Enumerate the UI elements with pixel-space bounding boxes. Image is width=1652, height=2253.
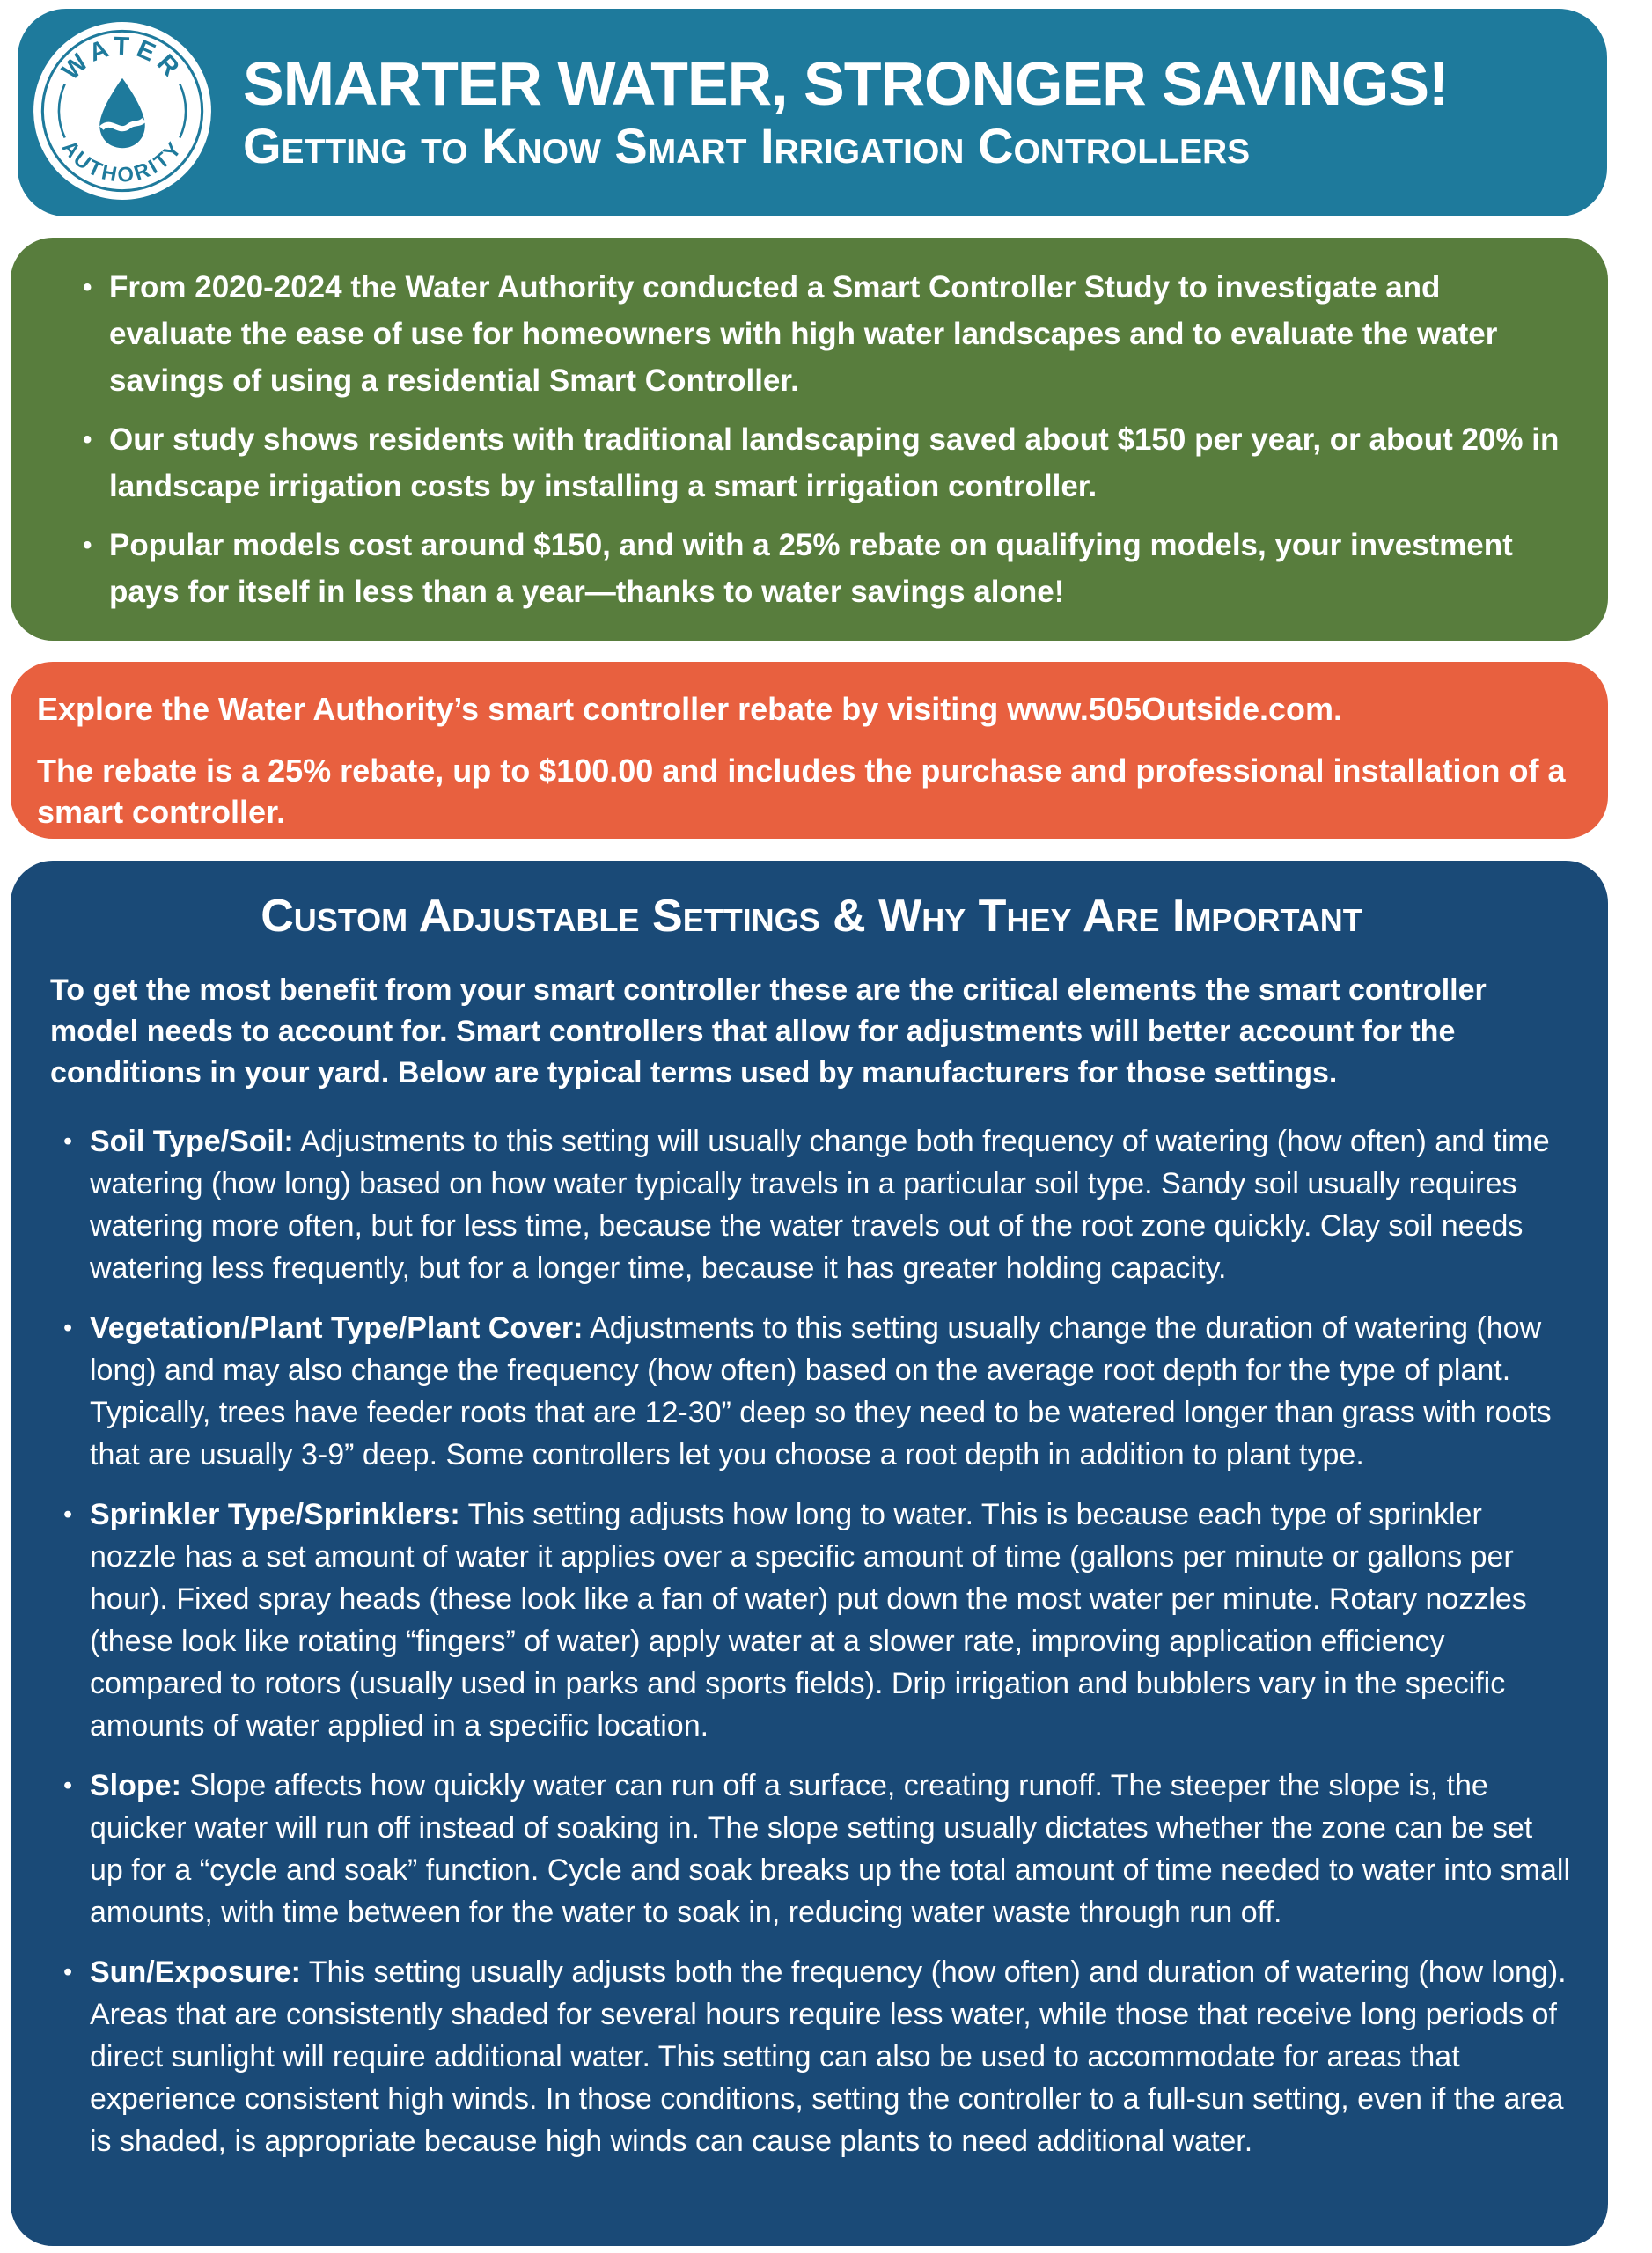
setting-item bbox=[63, 1307, 1573, 1476]
bullet-icon: • bbox=[83, 425, 92, 454]
rebate-line1: Explore the Water Authority’s smart controller rebate by visiting www.505Outside.com. bbox=[37, 691, 1343, 727]
header-titles bbox=[243, 50, 1448, 174]
setting-text: Soil Type/Soil: Adjustments to this setting will usually change both frequency of watering (how often) and time watering (how long) based on how water typically travels in a particular soil type. Sandy soil usually requires watering more often, but for less time, because the water travels out of the root zone quickly. Clay soil needs watering less frequently, but for a longer time, because it has greater holding capacity. bbox=[90, 1125, 1550, 1285]
study-bullet-text: Popular models cost around $150, and with a 25% rebate on qualifying models, your investment pays for itself in less than a year—thanks to water savings alone! bbox=[109, 528, 1513, 609]
setting-label: Sun/Exposure: bbox=[90, 1956, 301, 1989]
bullet-icon: • bbox=[63, 1314, 73, 1342]
setting-item bbox=[63, 1120, 1573, 1289]
study-bullet-item bbox=[83, 416, 1560, 510]
logo-arc-bottom-text: AUTHORITY bbox=[56, 136, 188, 187]
page-subtitle: Getting to Know Smart Irrigation Controllers bbox=[243, 118, 1251, 174]
setting-item bbox=[63, 1493, 1573, 1747]
header-banner bbox=[18, 9, 1607, 216]
page-title: SMARTER WATER, STRONGER SAVINGS! bbox=[243, 49, 1449, 119]
setting-label: Slope: bbox=[90, 1769, 181, 1802]
settings-box bbox=[11, 861, 1608, 2246]
study-bullet-item bbox=[83, 522, 1560, 615]
bullet-icon: • bbox=[63, 1501, 73, 1529]
rebate-line2: The rebate is a 25% rebate, up to $100.00 and includes the purchase and professional installation of a smart controller. bbox=[37, 752, 1566, 830]
setting-text: Slope: Slope affects how quickly water can run off a surface, creating runoff. The steeper the slope is, the quicker water will run off instead of soaking in. The slope setting usually dictates whether the zone can be set up for a “cycle and soak” function. Cycle and soak breaks up the total amount of time needed to water into small amounts, with time between for the water to soak in, reducing water waste through run off. bbox=[90, 1769, 1571, 1929]
study-bullet-item bbox=[83, 264, 1560, 404]
settings-heading: Custom Adjustable Settings & Why They Are Important bbox=[261, 891, 1362, 942]
setting-label: Vegetation/Plant Type/Plant Cover: bbox=[90, 1311, 584, 1345]
study-bullet-list bbox=[83, 264, 1560, 615]
study-bullet-text: From 2020-2024 the Water Authority conducted a Smart Controller Study to investigate and evaluate the ease of use for homeowners with high water landscapes and to evaluate the water savings of using a residential Smart Controller. bbox=[109, 270, 1498, 398]
bullet-icon: • bbox=[63, 1772, 73, 1800]
setting-item bbox=[63, 1765, 1573, 1934]
logo-arc-top-text: WATER bbox=[56, 32, 188, 85]
water-authority-logo bbox=[32, 20, 213, 206]
study-box bbox=[11, 238, 1608, 641]
setting-label: Sprinkler Type/Sprinklers: bbox=[90, 1498, 460, 1531]
setting-text: Vegetation/Plant Type/Plant Cover: Adjustments to this setting usually change the duration of watering (how long) and may also change the frequency (how often) based on the average root depth for the type of plant. Typically, trees have feeder roots that are 12-30” deep so they need to be watered longer than grass with roots that are usually 3-9” deep. Some controllers let you choose a root depth in addition to plant type. bbox=[90, 1311, 1552, 1471]
water-authority-badge bbox=[32, 20, 213, 202]
bullet-icon: • bbox=[83, 531, 92, 560]
setting-text: Sprinkler Type/Sprinklers: This setting adjusts how long to water. This is because each type of sprinkler nozzle has a set amount of water it applies over a specific amount of time (gallons per minute or gallons per hour). Fixed spray heads (these look like a fan of water) put down the most water per minute. Rotary nozzles (these look like rotating “fingers” of water) apply water at a slower rate, improving application efficiency compared to rotors (usually used in parks and sports fields). Drip irrigation and bubblers vary in the specific amounts of water applied in a specific location. bbox=[90, 1498, 1527, 1743]
settings-bullet-list bbox=[63, 1120, 1573, 2162]
bullet-icon: • bbox=[63, 1127, 73, 1156]
setting-item bbox=[63, 1951, 1573, 2162]
setting-label: Soil Type/Soil: bbox=[90, 1125, 294, 1158]
bullet-icon: • bbox=[83, 273, 92, 302]
rebate-box bbox=[11, 662, 1608, 839]
bullet-icon: • bbox=[63, 1958, 73, 1986]
study-bullet-text: Our study shows residents with traditional landscaping saved about $150 per year, or about 20% in landscape irrigation costs by installing a smart irrigation controller. bbox=[109, 422, 1560, 503]
setting-text: Sun/Exposure: This setting usually adjusts both the frequency (how often) and duration of watering (how long). Areas that are consistently shaded for several hours require less water, while those that receive long periods of direct sunlight will require additional water. This setting can also be used to accommodate for areas that experience consistent high winds. In those conditions, setting the controller to a full-sun setting, even if the area is shaded, is appropriate because high winds can cause plants to need additional water. bbox=[90, 1956, 1567, 2158]
settings-intro: To get the most benefit from your smart controller these are the critical elements the smart controller model needs to account for. Smart controllers that allow for adjustments will better account for the conditions in your yard. Below are typical terms used by manufacturers for those settings. bbox=[50, 973, 1487, 1090]
